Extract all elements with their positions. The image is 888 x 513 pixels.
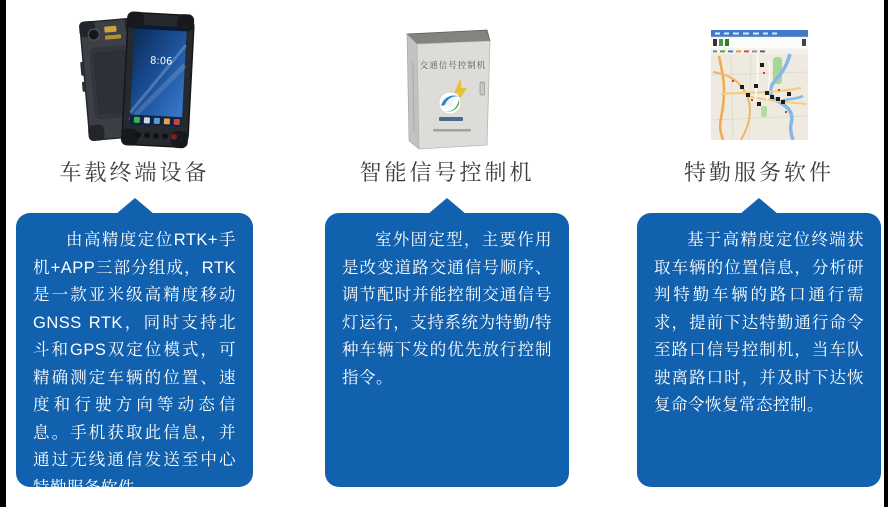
right-black-edge-bar (884, 0, 888, 507)
vehicle-terminal-image-wrap (16, 4, 253, 150)
cabinet-small-print (433, 129, 471, 132)
logo-text-blur (439, 117, 463, 121)
signal-controller-image-wrap (325, 22, 569, 154)
bubble-pointer-up (116, 198, 154, 214)
column-title-signal-controller: 智能信号控制机 (359, 160, 535, 185)
signal-control-cabinet-image (397, 22, 497, 154)
camera-lens (87, 29, 99, 41)
column-service-software (637, 0, 881, 513)
map-titlebar (711, 30, 808, 37)
map-toolbar (711, 37, 808, 49)
tablet-front (120, 11, 194, 148)
rugged-tablet-image (75, 4, 195, 150)
service-software-image-wrap (637, 30, 881, 140)
map-legend-bar (711, 49, 808, 54)
info-bubble-service-software (637, 213, 881, 487)
cabinet-label: 交通信号控制机 (419, 61, 487, 71)
service-software-description: 基于高精度定位终端获取车辆的位置信息，分析研判特勤车辆的路口通行需求，提前下达特勤通行命令至路口信号控制机，当车队驶离路口时，并及时下达恢复命令恢复常态控制。 (654, 231, 864, 414)
left-black-edge-bar (0, 0, 6, 507)
map-green-area (761, 106, 767, 117)
tablet-screen (129, 25, 186, 128)
map-area (711, 54, 808, 140)
column-vehicle-terminal (16, 0, 253, 513)
info-bubble-signal-controller (325, 213, 569, 487)
yellow-label (104, 26, 116, 33)
screen-clock: 8:06 (149, 55, 173, 68)
bubble-pointer-up (740, 198, 778, 214)
column-title-vehicle-terminal: 车载终端设备 (59, 160, 210, 185)
bubble-pointer-up (428, 198, 466, 214)
cabinet-handle (480, 82, 485, 95)
map-software-screenshot (711, 30, 808, 140)
cabinet-body (407, 30, 490, 149)
column-title-service-software: 特勤服务软件 (683, 160, 834, 185)
cabinet-logo (439, 92, 461, 114)
signal-controller-description: 室外固定型，主要作用是改变道路交通信号顺序、调节配时并能控制交通信号灯运行，支持系统为特勤/特种车辆下发的优先放行控制指令。 (342, 231, 552, 387)
vehicle-terminal-description: 由高精度定位RTK+手机+APP三部分组成，RTK是一款亚米级高精度移动GNSS RTK，同时支持北斗和GPS双定位模式，可精确测定车辆的位置、速度和行驶方向等动态信息。手机获取此信息，并通过无线通信发送至中心特勤服务软件。 (33, 231, 236, 497)
info-bubble-vehicle-terminal (16, 213, 253, 497)
column-signal-controller (325, 0, 569, 513)
